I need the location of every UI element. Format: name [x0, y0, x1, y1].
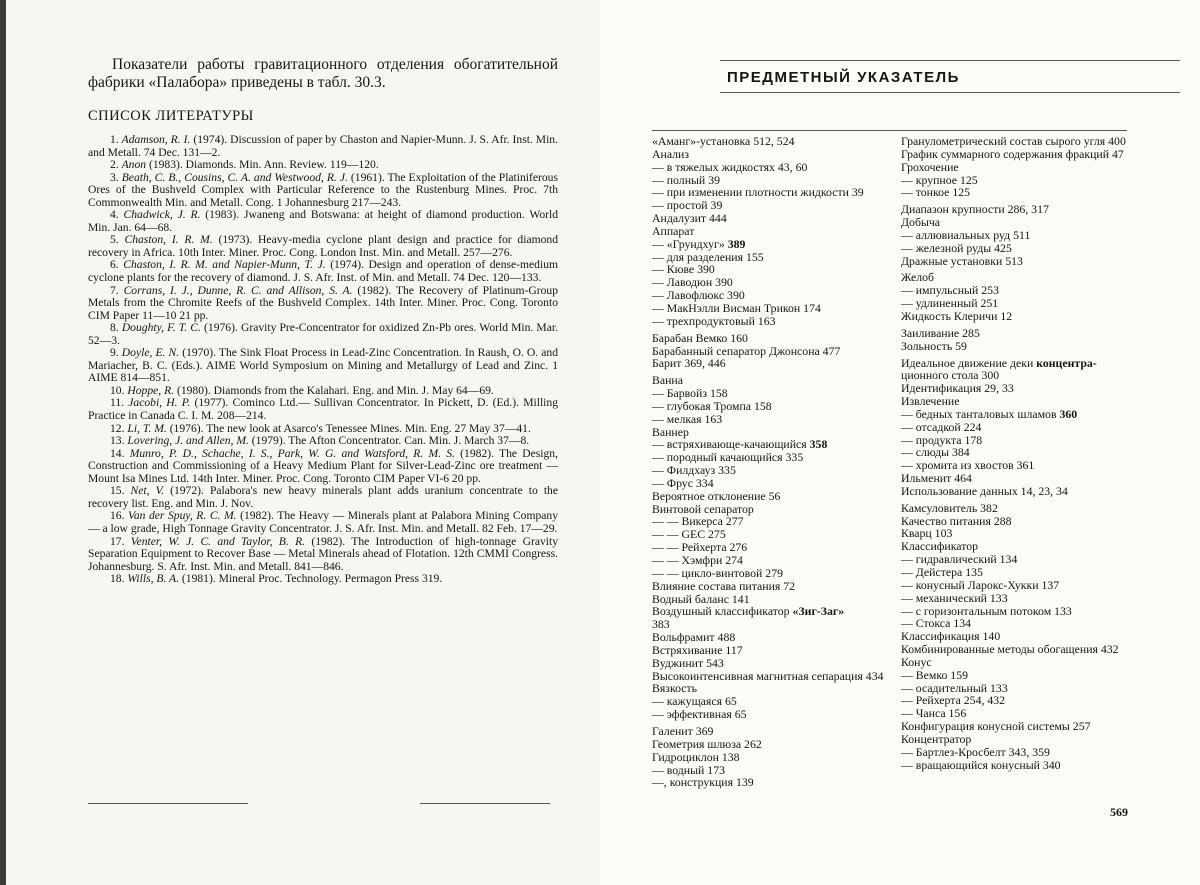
reference-number: 16.: [110, 509, 129, 523]
reference-number: 2.: [110, 158, 122, 172]
reference-number: 14.: [110, 446, 130, 460]
index-entry: [901, 310, 1127, 323]
index-entry-text: Барабанный сепаратор Джонсона 477: [652, 343, 841, 358]
index-entry-text: Ванна: [652, 373, 683, 388]
index-entry-text: — конусный Ларокс-Хукки 137: [901, 577, 1060, 592]
index-entry: [901, 186, 1127, 199]
index-entry-text: Галенит 369: [652, 723, 714, 738]
reference-text: (1970). The Sink Float Process in Lead-Zinc Concentration. In Raush, O. O. and Mariacher, B. C. (Eds.). AIME World Symposium on Mining and Metallurgy of Lead and Zinc. 1 AIME 814—851.: [88, 346, 559, 385]
reference-authors: Anon: [121, 158, 147, 172]
index-entry-text: — глубокая Тромпа 158: [652, 398, 772, 413]
reference-authors: Chaston, I. R. M.: [124, 233, 213, 247]
index-entry-text: — «Грундхуг»: [652, 236, 728, 251]
index-entry-text: — железной руды 425: [901, 240, 1012, 255]
reference-list: [88, 134, 558, 586]
index-entry-text: Ильменит 464: [901, 471, 972, 486]
index-entry-text: — МакНэлли Висман Трикон 174: [652, 300, 821, 315]
reference-authors: Lovering, J. and Allen, M.: [127, 434, 249, 448]
index-entry-text: — породный качающийся 335: [652, 450, 804, 465]
index-entry-text: — Вемко 159: [901, 667, 968, 682]
index-entry-text: — осадительный 133: [901, 680, 1008, 695]
index-entry-text: Геометрия шлюза 262: [652, 736, 762, 751]
index-column-1: [652, 135, 884, 789]
title-rule-bottom: [720, 92, 1180, 93]
index-entry-text: Идеальное движение деки: [901, 355, 1037, 370]
reference-number: 5.: [110, 233, 125, 247]
index-entry-bold: 358: [809, 437, 828, 452]
reference-number: 1.: [110, 133, 122, 146]
reference-text: (1974). Design and operation of dense-medium cyclone plants for the recovery of diamond. J. S. Afr. Inst. of Min. and Metall. 74 Dec. 120—133.: [88, 258, 559, 285]
index-entry-bold: 389: [727, 236, 746, 251]
index-entry-text: — кажущаяся 65: [652, 694, 737, 709]
index-entry-text: Гидроциклон 138: [652, 749, 740, 764]
index-entry-text: — Бартлез-Кросбелт 343, 359: [901, 744, 1050, 759]
reference-number: 8.: [110, 321, 122, 335]
index-entry-text: Встряхивание 117: [652, 642, 743, 657]
page-number: 569: [1110, 805, 1128, 819]
index-entry-text: Использование данных 14, 23, 34: [901, 483, 1068, 498]
index-entry-text: Жидкость Клеричи 12: [901, 308, 1013, 323]
reference-text: (1976). The new look at Asarco's Tenessee Mines. Min. Eng. 27 May 37—41.: [166, 421, 531, 435]
intro-paragraph: Показатели работы гравитационного отделения обогатительной фабрики «Палабора» приведены в табл. 30.3.: [88, 56, 558, 91]
index-entry-text: «Аманг»-установка 512, 524: [652, 134, 795, 148]
reference-item: [88, 510, 558, 535]
reference-number: 12.: [110, 421, 128, 435]
reference-authors: Jacobi, H. P.: [128, 396, 191, 410]
index-entry-text: ционного стола 300: [901, 368, 1000, 383]
reference-authors: Hoppe, R.: [127, 383, 175, 397]
reference-item: [88, 397, 558, 422]
index-entry-text: Вязкость: [652, 681, 698, 696]
reference-authors: Beath, C. B., Cousins, C. A. and Westwood, R. J.: [121, 170, 348, 184]
index-entry-text: Вольфрамит 488: [652, 630, 736, 645]
index-entry-text: Заиливание 285: [901, 325, 980, 340]
index-entry: [901, 255, 1127, 268]
reference-text: (1982). The Recovery of Platinum-Group Metals from the Chromite Reefs of the Bushveld Complex. 14th Inter. Miner. Proc. Cong. Toronto CIM Paper 11—10 21 pp.: [88, 283, 558, 322]
reference-text: (1982). The Design, Construction and Commissioning of a Heavy Medium Plant for Silver-Lead-Zinc ore treatment — Mount Isa Mines Ltd. 14th Inter. Miner. Proc. Cong. Toronto CIM Paper VI-6 20 pp.: [88, 446, 558, 485]
reference-number: 4.: [110, 208, 124, 222]
reference-number: 18.: [110, 572, 128, 586]
reference-number: 7.: [110, 283, 124, 297]
index-entry: [901, 485, 1127, 498]
reference-item: [88, 285, 558, 323]
index-entry-text: — Рейхерта 254, 432: [901, 693, 1006, 708]
reference-item: [88, 485, 558, 510]
index-entry-text: Гранулометрический состав сырого угля 400: [901, 134, 1126, 148]
index-entry-text: Вероятное отклонение 56: [652, 488, 781, 503]
index-entry-text: — механический 133: [901, 590, 1008, 605]
index-entry-text: — отсадкой 224: [901, 419, 982, 434]
index-entry-text: 383: [652, 617, 670, 632]
reference-text: (1983). Jwaneng and Botswana: at height of diamond production. World Min. Jan. 64—68.: [88, 208, 559, 234]
index-entry-text: Конус: [901, 654, 932, 669]
reference-authors: Doyle, E. N.: [121, 346, 180, 360]
index-entry-text: Грохочение: [901, 159, 959, 174]
index-entry-text: — Чанса 156: [901, 706, 967, 721]
reference-number: 6.: [110, 258, 124, 272]
index-entry-text: Идентификация 29, 33: [901, 381, 1014, 396]
index-entry-text: — — цикло-винтовой 279: [652, 565, 784, 580]
reference-text: (1974). Discussion of paper by Chaston and Napier-Munn. J. S. Afr. Inst. Min. and Metall. 74 Dec. 131—2.: [88, 133, 559, 159]
index-entry-text: Андалузит 444: [652, 211, 727, 226]
reference-item: [88, 134, 558, 159]
index-entry: [652, 708, 884, 721]
reference-item: [88, 209, 558, 234]
index-entry-bold: концентра-: [1036, 355, 1097, 370]
index-entry-text: — вращающийся конусный 340: [901, 757, 1061, 772]
index-entry-text: — простой 39: [652, 198, 723, 213]
reference-text: (1972). Palabora's new heavy minerals plant adds uranium concentrate to the recovery list. Eng. and Min. J. Nov.: [88, 484, 559, 510]
index-entry-text: — — Викерса 277: [652, 514, 744, 529]
index-entry-text: — Фрус 334: [652, 475, 714, 490]
index-entry-text: Добыча: [901, 215, 941, 230]
reference-authors: Wills, B. A.: [127, 572, 180, 586]
literature-heading: СПИСОК ЛИТЕРАТУРЫ: [88, 108, 254, 124]
index-entry-text: — бедных танталовых шламов: [901, 406, 1060, 421]
index-entry-text: — — Рейхерта 276: [652, 540, 748, 555]
reference-text: (1977). Cominco Ltd.— Sullivan Concentrator. In Pickett, D. (Ed.). Milling Practice in Canada C. I. M. 208—214.: [88, 396, 558, 423]
reference-authors: Venter, W. J. C. and Taylor, B. R.: [130, 534, 306, 548]
index-entry-text: — — Хэмфри 274: [652, 553, 743, 567]
index-entry-text: — Кюве 390: [652, 262, 715, 277]
reference-text: (1982). The Introduction of high-tonnage Gravity Separation Equipment to Recover Base — Metal Minerals ahead of Flotation. 12th CMMI Congress. Johannesburg. S. Afr. Inst. Min. and Metall. 841—846.: [88, 534, 558, 573]
index-entry-text: Извлечение: [901, 394, 960, 409]
index-entry-text: — Филдхауз 335: [652, 463, 736, 478]
reference-authors: Doughty, F. T. C.: [121, 321, 201, 335]
index-entry-text: — Лаводюн 390: [652, 275, 733, 290]
reference-item: [88, 347, 558, 385]
index-entry-text: Дражные установки 513: [901, 253, 1023, 268]
reference-number: 11.: [110, 396, 129, 410]
index-entry-text: Классификатор: [901, 539, 979, 554]
index-entry: [901, 340, 1127, 353]
index-entry-text: — гидравлический 134: [901, 552, 1018, 567]
index-entry-text: — тонкое 125: [901, 185, 971, 200]
index-entry-text: — Дейстера 135: [901, 565, 983, 579]
index-entry-text: — удлиненный 251: [901, 296, 999, 311]
index-entry-text: Концентратор: [901, 731, 972, 746]
index-entry-text: — водный 173: [652, 762, 725, 777]
index-entry-text: Конфигурация конусной системы 257: [901, 719, 1091, 734]
index-entry: [652, 315, 884, 328]
index-entry-text: Барабан Вемко 160: [652, 330, 748, 345]
index-entry-text: Зольность 59: [901, 338, 967, 353]
reference-authors: Net, V.: [130, 484, 165, 498]
reference-number: 13.: [110, 434, 128, 448]
index-entry-text: — импульсный 253: [901, 283, 999, 298]
index-entry-text: Ваннер: [652, 424, 689, 439]
reference-item: [88, 259, 558, 284]
index-entry-bold: 360: [1059, 406, 1078, 421]
index-entry-text: Воздушный классификатор: [652, 604, 793, 619]
index-entry-text: — аллювиальных руд 511: [901, 227, 1031, 242]
index-entry-text: Влияние состава питания 72: [652, 578, 796, 593]
index-entry-text: — мелкая 163: [652, 411, 723, 426]
reference-item: [88, 448, 558, 486]
index-entry-text: — Стокса 134: [901, 616, 972, 631]
index-entry-text: — встряхивающе-качающийся: [652, 437, 810, 452]
index-entry-text: —, конструкция 139: [652, 775, 754, 790]
reference-text: (1976). Gravity Pre-Concentrator for oxidized Zn-Pb ores. World Min. Mar. 52—3.: [88, 321, 559, 347]
bottom-rule-left: [88, 803, 248, 804]
index-entry-text: — для разделения 155: [652, 249, 764, 264]
reference-authors: Li, T. M.: [127, 421, 167, 435]
index-entry-text: График суммарного содержания фракций 47: [901, 146, 1124, 161]
reference-text: (1983). Diamonds. Min. Ann. Review. 119—120.: [146, 158, 379, 172]
reference-item: [88, 322, 558, 347]
index-entry: [901, 759, 1127, 772]
reference-item: [88, 234, 558, 259]
reference-authors: Adamson, R. I.: [121, 133, 191, 146]
index-entry-text: Диапазон крупности 286, 317: [901, 202, 1049, 217]
index-entry-text: — крупное 125: [901, 172, 978, 187]
index-entry-text: Классификация 140: [901, 629, 1001, 644]
index-rule: [652, 130, 1127, 131]
title-rule-top: [720, 60, 1180, 61]
reference-text: (1961). The Exploitation of the Platiniferous Ores of the Bushveld Complex with Particular Reference to the Rustenburg Mines. Proc. 7th Commonwealth Min. and Metall. Cong. 1 Johannesburg 217—243.: [88, 170, 558, 209]
reference-text: (1979). The Afton Concentrator. Can. Min. J. March 37—8.: [248, 434, 530, 448]
index-entry-text: — слюды 384: [901, 445, 970, 460]
index-entry-text: Качество питания 288: [901, 513, 1012, 528]
index-entry-text: Камсуловитель 382: [901, 500, 998, 515]
index-entry-text: Вуджинит 543: [652, 655, 724, 670]
index-entry-text: — полный 39: [652, 172, 720, 187]
index-entry: [652, 605, 884, 618]
index-entry-text: — при изменении плотности жидкости 39: [652, 185, 864, 200]
reference-item: [88, 536, 558, 574]
index-entry-text: Комбинированные методы обогащения 432: [901, 642, 1119, 657]
index-entry: [652, 357, 884, 370]
index-title: ПРЕДМЕТНЫЙ УКАЗАТЕЛЬ: [727, 69, 960, 86]
reference-authors: Chadwick, J. R.: [123, 208, 201, 222]
index-entry-text: Анализ: [652, 146, 690, 161]
reference-text: (1973). Heavy-media cyclone plant design and practice for diamond recovery in Africa. 10th Inter. Miner. Proc. Cong. London Inst. Min. and Metall. 257—276.: [88, 233, 559, 259]
index-entry-bold: «Зиг-Заг»: [792, 604, 845, 619]
reference-number: 15.: [110, 484, 131, 498]
index-entry-text: Барит 369, 446: [652, 356, 726, 371]
index-entry-text: Винтовой сепаратор: [652, 501, 754, 516]
reference-authors: Chaston, I. R. M. and Napier-Munn, T. J.: [123, 258, 326, 272]
index-entry-text: — трехпродуктовый 163: [652, 313, 776, 328]
index-entry-text: — — GEC 275: [652, 527, 726, 542]
index-entry-text: Кварц 103: [901, 526, 953, 541]
index-entry-text: Высокоинтенсивная магнитная сепарация 434: [652, 668, 884, 683]
index-entry-text: — продукта 178: [901, 432, 983, 447]
reference-text: (1981). Mineral Proc. Technology. Permagon Press 319.: [179, 572, 443, 586]
index-entry-text: — в тяжелых жидкостях 43, 60: [652, 159, 808, 174]
reference-number: 3.: [110, 170, 122, 184]
page-edge-shadow: [0, 0, 6, 885]
index-entry: [901, 643, 1127, 656]
reference-authors: Van der Spuy, R. C. M.: [128, 509, 237, 523]
index-entry-text: Водный баланс 141: [652, 591, 750, 606]
reference-text: (1982). The Heavy — Minerals plant at Palabora Mining Company — a low grade, High Tonnage Gravity Concentrator. J. S. Afr. Inst. Min. and Metall. 82 Feb. 17—29.: [88, 509, 558, 535]
bottom-rule-right: [420, 803, 550, 804]
reference-authors: Munro, P. D., Schache, I. S., Park, W. G. and Watsford, R. M. S.: [129, 446, 455, 460]
reference-number: 17.: [110, 534, 131, 548]
index-entry-text: — Барвойз 158: [652, 386, 728, 401]
index-entry-text: — с горизонтальным потоком 133: [901, 603, 1072, 618]
index-column-2: [901, 135, 1127, 772]
index-entry: [652, 776, 884, 789]
index-entry-text: — эффективная 65: [652, 707, 747, 722]
index-entry-text: Желоб: [901, 270, 934, 285]
reference-text: (1980). Diamonds from the Kalahari. Eng. and Min. J. May 64—69.: [174, 383, 494, 397]
reference-item: [88, 573, 558, 586]
index-entry-text: — Лавофлюкс 390: [652, 288, 745, 303]
reference-authors: Corrans, I. J., Dunne, R. C. and Allison, S. A.: [123, 283, 353, 297]
reference-item: [88, 172, 558, 210]
index-entry-text: — хромита из хвостов 361: [901, 458, 1035, 473]
index-entry-text: Аппарат: [652, 223, 695, 238]
reference-number: 10.: [110, 383, 128, 397]
reference-number: 9.: [110, 346, 122, 360]
